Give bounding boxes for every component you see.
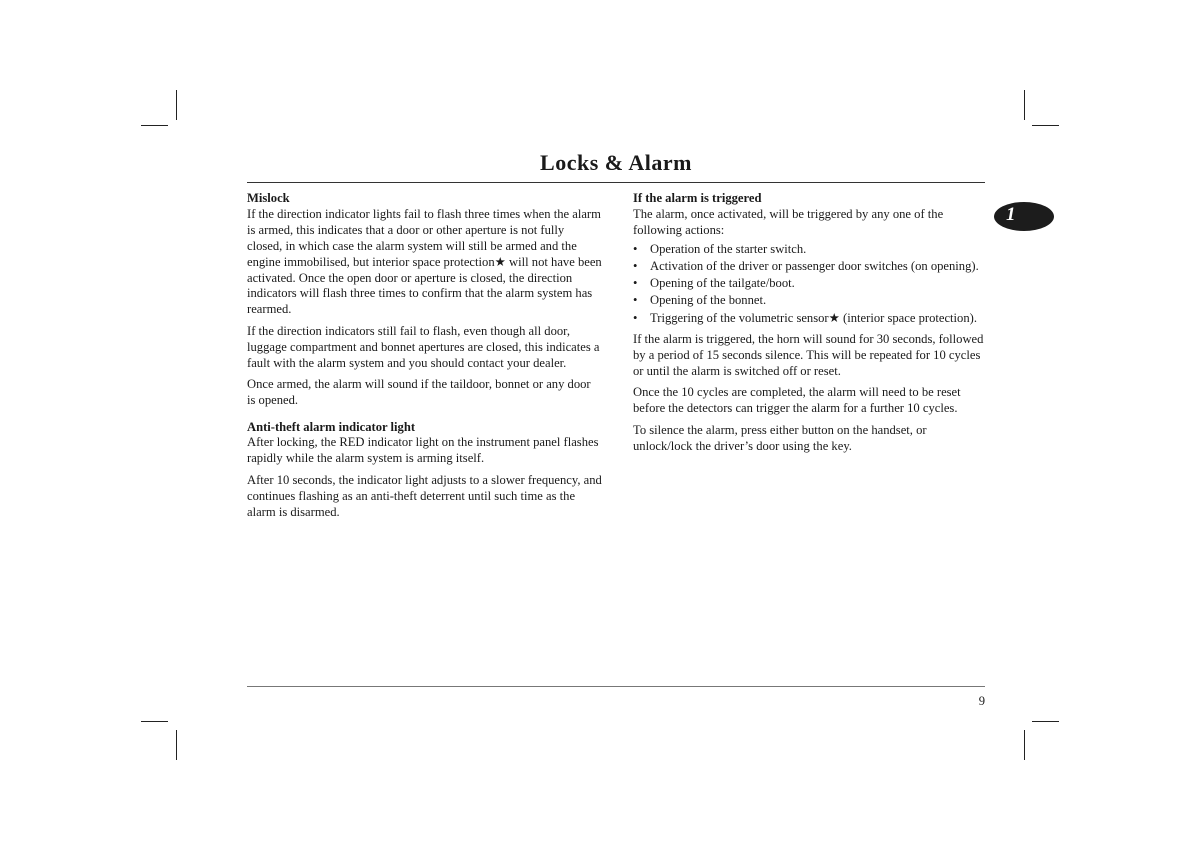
crop-mark-top-left-vertical — [176, 90, 177, 120]
crop-mark-bottom-right-vertical — [1024, 730, 1025, 760]
crop-mark-bottom-right-horizontal — [1032, 721, 1059, 722]
left-column — [247, 191, 602, 526]
mislock-heading: Mislock — [247, 191, 290, 205]
page-title: Locks & Alarm — [540, 150, 692, 175]
list-item: • Operation of the starter switch. — [633, 242, 985, 258]
list-item: • Activation of the driver or passenger door switches (on opening). — [633, 259, 985, 275]
antitheft-paragraph-1: After locking, the RED indicator light on the instrument panel flashes rapidly while the alarm system is arming itself. — [247, 435, 599, 466]
mislock-paragraph-1: If the direction indicator lights fail to flash three times when the alarm is armed, this indicates that a door or other aperture is not fully closed, in which case the alarm system will still be armed and the engine immobilised, but interior space protection★ will not have been activated. Once the open door or aperture is closed, the direction indicators will flash three times to confirm that the alarm system has rearmed. — [247, 206, 602, 317]
mislock-paragraph-2: If the direction indicators still fail to flash, even though all door, luggage compartment and bonnet apertures are closed, this indicates a fault with the alarm system and you should contact your dealer. — [247, 323, 600, 370]
chapter-tab — [994, 202, 1054, 231]
crop-mark-bottom-left-vertical — [176, 730, 177, 760]
crop-mark-top-right-vertical — [1024, 90, 1025, 120]
list-item: • Opening of the bonnet. — [633, 293, 985, 309]
triggered-paragraph-3: Once the 10 cycles are completed, the alarm will need to be reset before the detectors can trigger the alarm for a further 10 cycles. — [633, 385, 961, 416]
crop-mark-top-left-horizontal — [141, 125, 168, 126]
antitheft-heading: Anti-theft alarm indicator light — [247, 419, 416, 434]
triggered-heading: If the alarm is triggered — [633, 191, 762, 205]
triggered-paragraph-2: If the alarm is triggered, the horn will sound for 30 seconds, followed by a period of 15 seconds silence. This will be repeated for 10 cycles or until the alarm is switched off or reset. — [633, 332, 984, 378]
page-number: 9 — [978, 694, 985, 708]
triggered-intro: The alarm, once activated, will be triggered by any one of the following actions: — [633, 206, 944, 237]
crop-mark-bottom-left-horizontal — [141, 721, 168, 722]
list-item: • Opening of the tailgate/boot. — [633, 276, 985, 292]
right-column — [633, 191, 985, 460]
crop-mark-top-right-horizontal — [1032, 125, 1059, 126]
footer-rule — [247, 686, 985, 687]
trigger-actions-list — [633, 242, 985, 327]
antitheft-paragraph-2: After 10 seconds, the indicator light adjusts to a slower frequency, and continues flashing as an anti-theft deterrent until such time as the alarm is disarmed. — [247, 472, 602, 519]
mislock-paragraph-3: Once armed, the alarm will sound if the taildoor, bonnet or any door is opened. — [247, 377, 591, 408]
title-rule — [247, 182, 985, 183]
triggered-paragraph-4: To silence the alarm, press either button on the handset, or unlock/lock the driver’s door using the key. — [633, 422, 927, 453]
chapter-tab-number: 1 — [1006, 204, 1016, 225]
list-item: • Triggering of the volumetric sensor★ (interior space protection). — [633, 311, 985, 327]
